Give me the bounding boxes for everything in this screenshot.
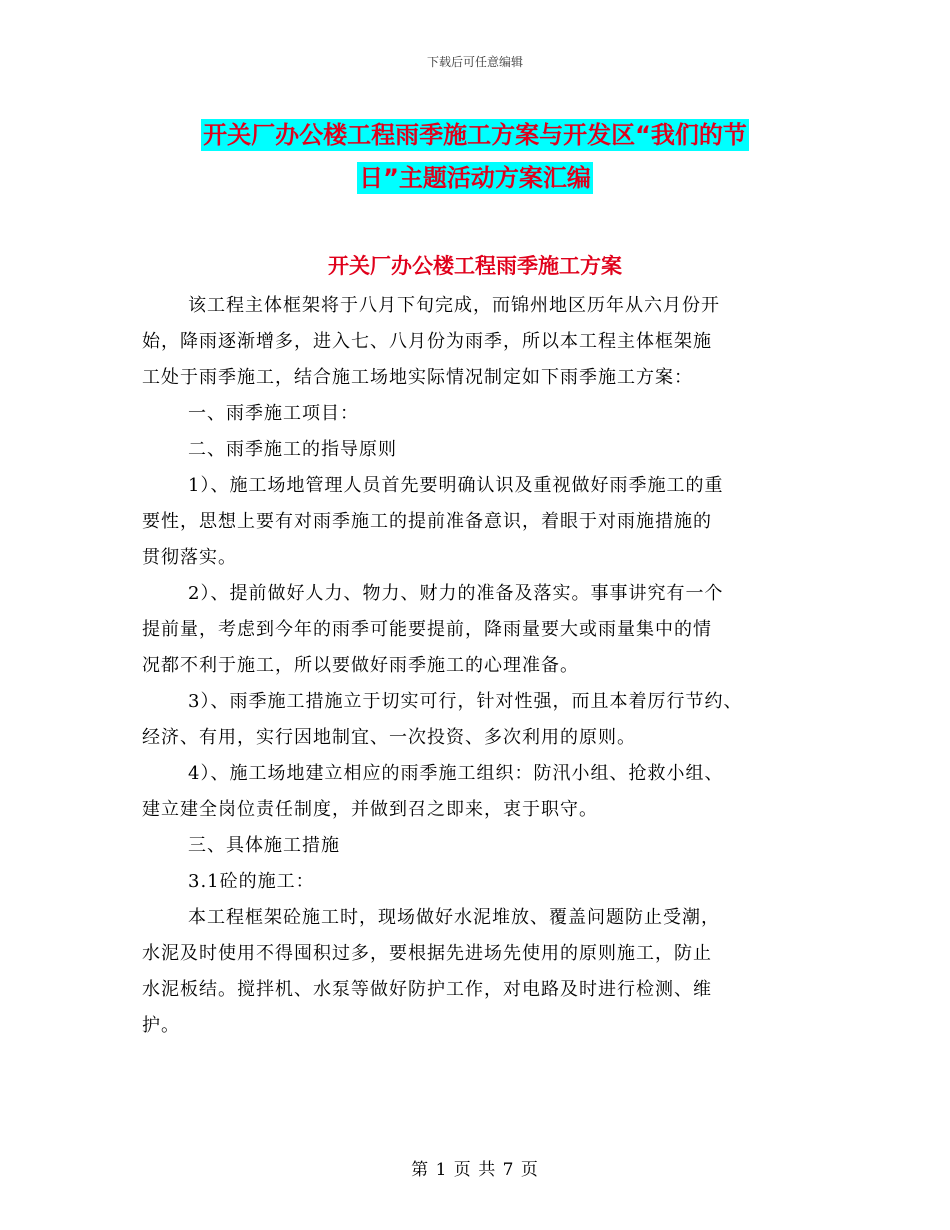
body-line: 水泥及时使用不得囤积过多，要根据先进场先使用的原则施工，防止 xyxy=(142,943,712,964)
main-title-line-1-text: 开关厂办公楼工程雨季施工方案与开发区“我们的节 xyxy=(203,121,747,149)
body-paragraphs xyxy=(142,288,822,1044)
body-line: 建立建全岗位责任制度，并做到召之即来，衷于职守。 xyxy=(142,799,598,820)
body-line: 工处于雨季施工，结合施工场地实际情况制定如下雨季施工方案： xyxy=(142,367,693,388)
body-line: 一、雨季施工项目： xyxy=(188,403,359,424)
body-line: 三、具体施工措施 xyxy=(188,835,340,856)
main-title-line-2 xyxy=(0,158,950,193)
body-line: 水泥板结。搅拌机、水泵等做好防护工作，对电路及时进行检测、维 xyxy=(142,979,712,1000)
body-line: 2）、提前做好人力、物力、财力的准备及落实。事事讲究有一个 xyxy=(188,583,724,604)
body-line: 二、雨季施工的指导原则 xyxy=(188,439,397,460)
main-title-line-2-text: 日”主题活动方案汇编 xyxy=(359,164,591,192)
page-header-note: 下载后可任意编辑 xyxy=(426,55,523,69)
body-line: 要性，思想上要有对雨季施工的提前准备意识，着眼于对雨施措施的 xyxy=(142,511,712,532)
main-title-line-1 xyxy=(0,115,950,150)
page-number-footer: 第 1 页 共 7 页 xyxy=(411,1160,539,1180)
body-line: 1）、施工场地管理人员首先要明确认识及重视做好雨季施工的重 xyxy=(188,475,724,496)
body-line: 该工程主体框架将于八月下旬完成，而锦州地区历年从六月份开 xyxy=(188,295,720,316)
body-line: 本工程框架砼施工时，现场做好水泥堆放、覆盖问题防止受潮， xyxy=(188,907,720,928)
body-line: 提前量，考虑到今年的雨季可能要提前，降雨量要大或雨量集中的情 xyxy=(142,619,712,640)
section-title: 开关厂办公楼工程雨季施工方案 xyxy=(328,254,622,278)
body-line: 3）、雨季施工措施立于切实可行，针对性强，而且本着厉行节约、 xyxy=(188,691,743,712)
body-line: 况都不利于施工，所以要做好雨季施工的心理准备。 xyxy=(142,655,579,676)
body-line: 始，降雨逐渐增多，进入七、八月份为雨季，所以本工程主体框架施 xyxy=(142,331,712,352)
body-line: 经济、有用，实行因地制宜、一次投资、多次利用的原则。 xyxy=(142,727,636,748)
body-line: 贯彻落实。 xyxy=(142,547,237,568)
body-line: 3.1砼的施工： xyxy=(188,871,315,892)
body-line: 4）、施工场地建立相应的雨季施工组织：防汛小组、抢救小组、 xyxy=(188,763,724,784)
body-line: 护。 xyxy=(142,1015,180,1036)
